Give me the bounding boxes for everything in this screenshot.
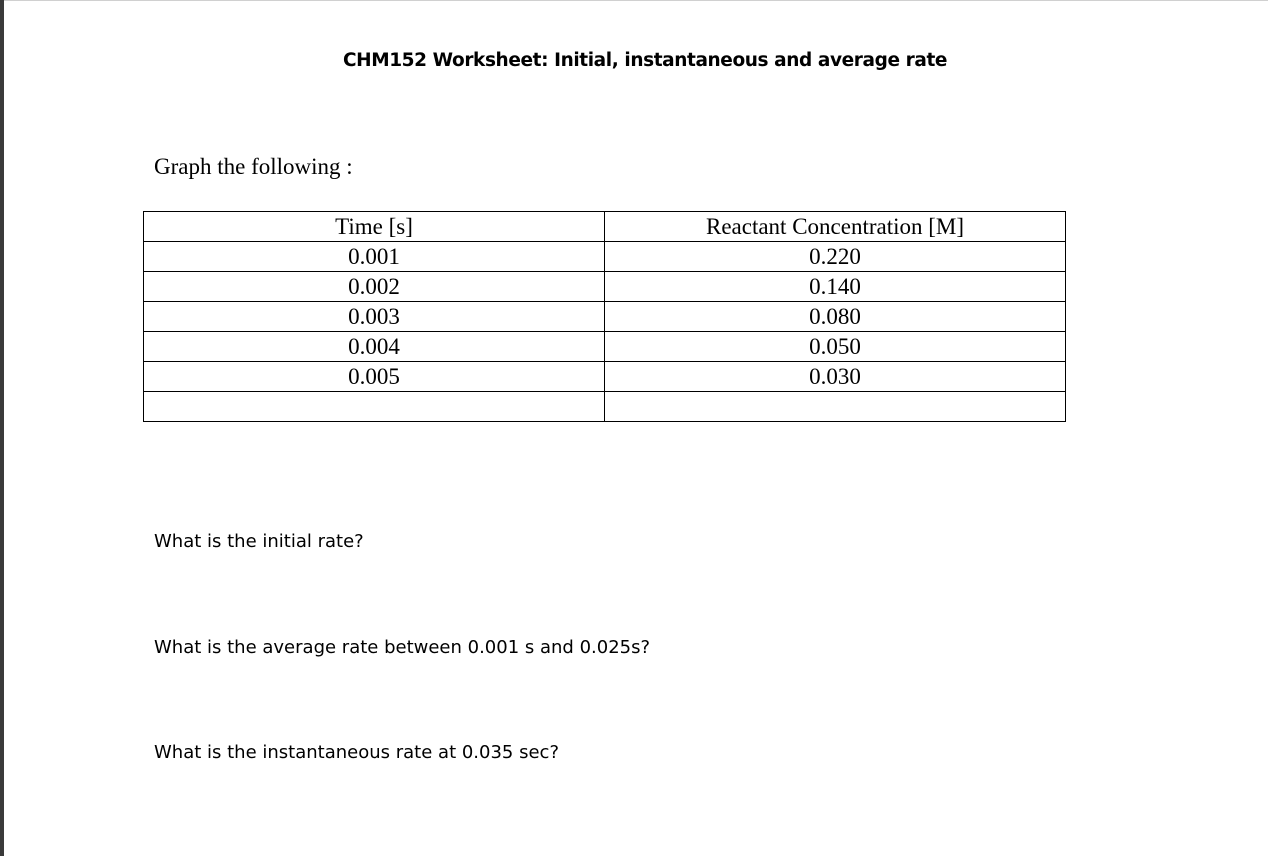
- header-concentration: Reactant Concentration [M]: [605, 212, 1066, 242]
- data-table: [143, 211, 1066, 422]
- table-header-row: [144, 212, 1066, 242]
- time-cell: 0.002: [144, 272, 605, 302]
- concentration-cell: [605, 392, 1066, 422]
- time-cell: 0.004: [144, 332, 605, 362]
- table-row-empty: [144, 392, 1066, 422]
- question-instantaneous-rate: What is the instantaneous rate at 0.035 sec?: [154, 742, 559, 763]
- worksheet-title: CHM152 Worksheet: Initial, instantaneous and average rate: [342, 50, 948, 71]
- table-row: [144, 272, 1066, 302]
- question-average-rate: What is the average rate between 0.001 s and 0.025s?: [154, 637, 651, 658]
- table-row: [144, 242, 1066, 272]
- instruction-text: Graph the following :: [154, 154, 353, 179]
- concentration-cell: 0.220: [605, 242, 1066, 272]
- question-initial-rate: What is the initial rate?: [154, 531, 364, 552]
- table-row: [144, 302, 1066, 332]
- concentration-cell: 0.030: [605, 362, 1066, 392]
- time-cell: 0.003: [144, 302, 605, 332]
- document-page: [4, 0, 1268, 857]
- time-cell: 0.005: [144, 362, 605, 392]
- time-cell: 0.001: [144, 242, 605, 272]
- concentration-cell: 0.140: [605, 272, 1066, 302]
- table-row: [144, 332, 1066, 362]
- header-time: Time [s]: [144, 212, 605, 242]
- time-cell: [144, 392, 605, 422]
- concentration-cell: 0.050: [605, 332, 1066, 362]
- concentration-cell: 0.080: [605, 302, 1066, 332]
- table-row: [144, 362, 1066, 392]
